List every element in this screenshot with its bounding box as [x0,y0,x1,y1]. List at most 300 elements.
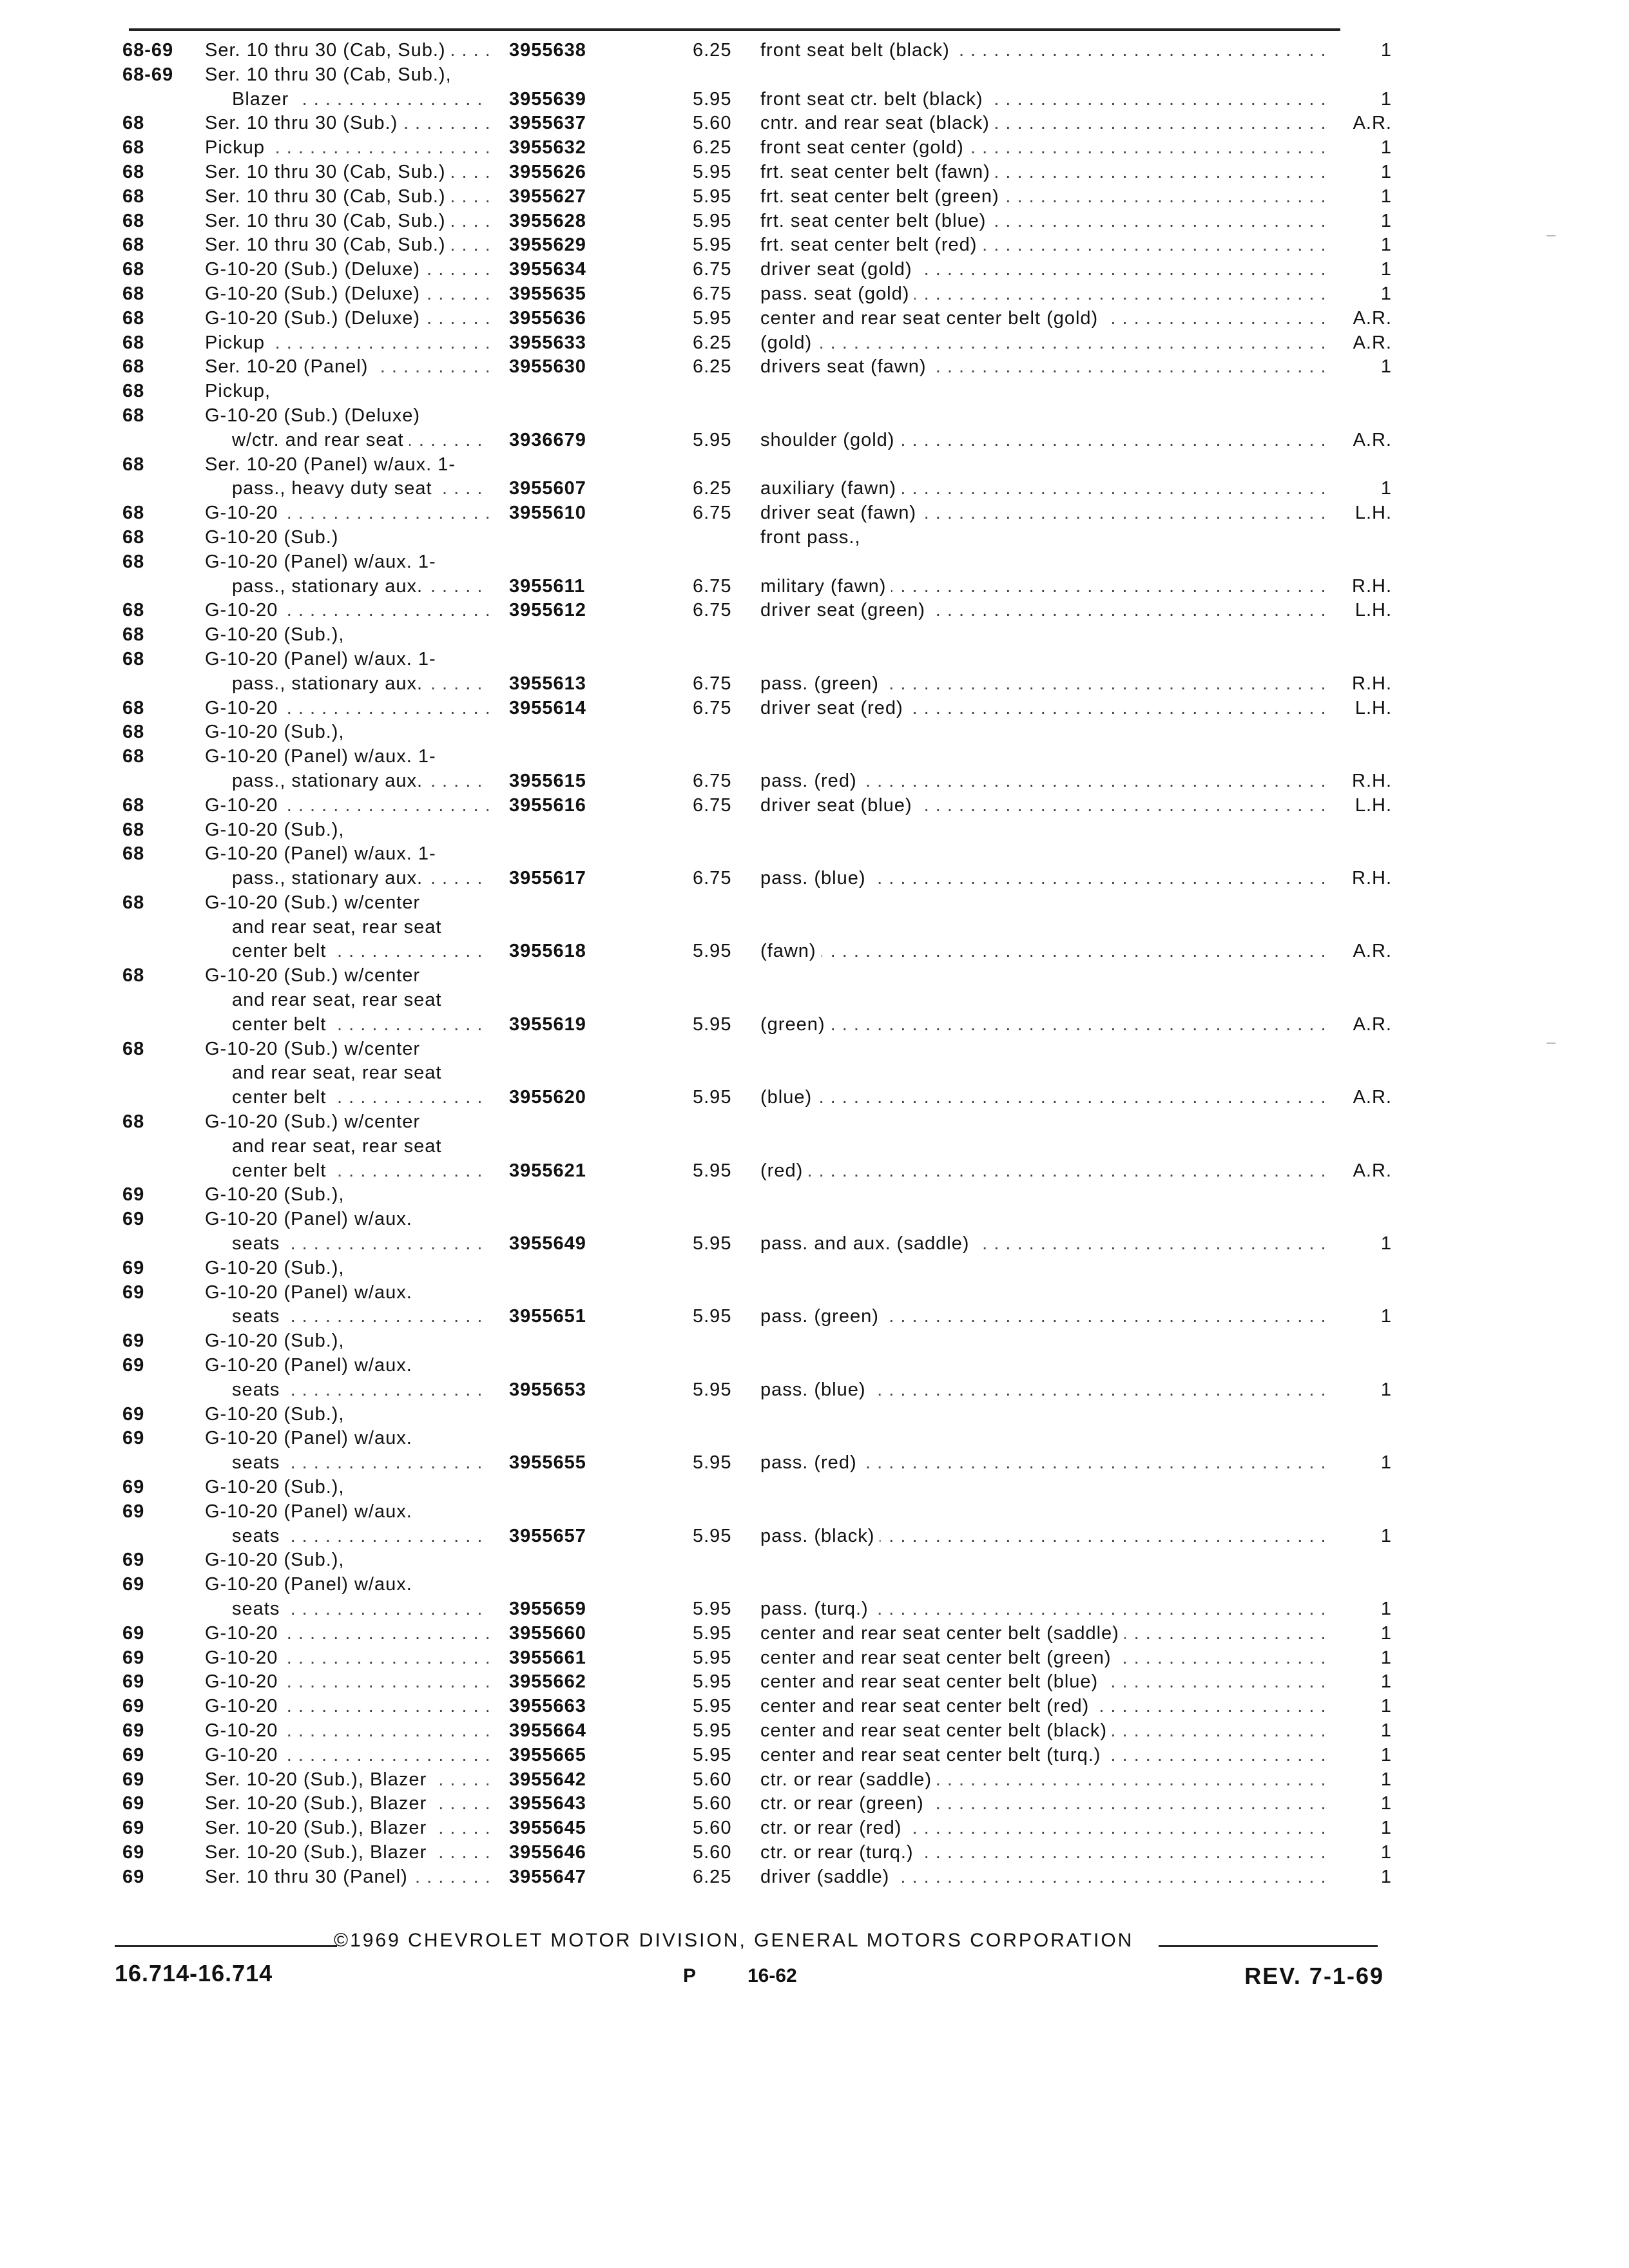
table-row [0,1524,1629,1549]
list-price: 5.95 [693,1452,732,1474]
part-number: 3955646 [509,1841,586,1863]
model-year: 68 [122,697,145,718]
table-row [0,1646,1629,1671]
part-description [760,1256,1327,1281]
part-description [760,282,1327,307]
part-description-text: ctr. or rear (green) [760,1793,929,1814]
copyright-line [115,1930,1378,1956]
table-row [0,209,1629,234]
list-price: 5.95 [693,210,732,231]
model-year: 68 [122,722,145,743]
part-description [760,331,1327,356]
list-price: 5.95 [693,1087,732,1108]
model-description-text: G-10-20 (Sub.) (Deluxe) [205,405,425,426]
model-description-text: G-10-20 (Panel) w/aux. [205,1355,418,1376]
model-description-text: center belt [232,1087,331,1108]
part-description [760,233,1327,258]
model-year: 68 [122,356,145,378]
part-number: 3955662 [509,1671,586,1693]
table-row [0,1232,1629,1256]
part-description [760,794,1327,818]
model-description-text: Ser. 10-20 (Sub.), Blazer [205,1818,432,1838]
model-description [232,1232,488,1256]
part-description [760,428,1327,453]
part-description-text: front seat center (gold) [760,137,969,158]
list-price: 6.25 [693,40,732,61]
table-row [0,1013,1629,1037]
part-number: 3955617 [509,868,586,889]
model-description-text: w/ctr. and rear seat [232,430,409,450]
part-description-text [760,746,766,767]
model-year: 69 [122,1696,145,1717]
part-description-text [760,1574,766,1595]
list-price: 5.95 [693,1599,732,1619]
model-description [205,1670,488,1695]
part-description-text [760,64,766,85]
part-description-text: driver (saddle) [760,1867,894,1887]
table-row [0,672,1629,697]
part-description [760,769,1327,794]
model-description [205,1719,488,1744]
quantity: 1 [1327,39,1392,63]
part-description-text: front pass., [760,527,865,548]
model-description-text: G-10-20 (Panel) w/aux. [205,1574,418,1595]
model-description-text: Pickup [205,332,270,353]
model-description-text: G-10-20 (Sub.), [205,1184,349,1205]
part-description [760,307,1327,331]
model-description-text: G-10-20 [205,1720,283,1741]
quantity: A.R. [1327,428,1392,453]
part-number: 3955657 [509,1525,586,1546]
model-year: 69 [122,1355,145,1376]
list-price: 5.95 [693,1525,732,1546]
scan-speck [1547,235,1556,236]
part-description [760,1500,1327,1524]
table-row [0,550,1629,575]
part-number: 3955619 [509,1014,586,1035]
part-description-text: center and rear seat center belt (saddle) [760,1623,1124,1644]
model-description [232,1135,488,1159]
model-description [205,1354,488,1378]
part-description [760,209,1327,234]
quantity: 1 [1327,1622,1392,1646]
model-year: 69 [122,1282,145,1303]
quantity: 1 [1327,258,1392,282]
part-description-text: pass. (red) [760,771,862,791]
scan-speck [1547,1043,1556,1044]
part-description [760,1037,1327,1062]
part-description-text: pass. and aux. (saddle) [760,1233,974,1254]
model-year: 69 [122,1744,145,1765]
list-price: 5.95 [693,161,732,182]
table-row [0,842,1629,867]
part-description [760,526,1327,550]
model-description-text: G-10-20 (Sub.) (Deluxe) [205,259,425,280]
list-price: 5.95 [693,1233,732,1254]
table-row [0,1768,1629,1792]
table-row [0,1403,1629,1427]
table-row [0,526,1629,550]
model-description [205,209,488,234]
part-number: 3955618 [509,941,586,962]
part-description [760,160,1327,185]
table-row [0,1110,1629,1135]
model-description [232,916,488,940]
part-description [760,136,1327,160]
part-number: 3955616 [509,794,586,816]
model-description [205,1500,488,1524]
part-description [760,1232,1327,1256]
table-row [0,501,1629,526]
model-description [205,331,488,356]
model-description-text: Ser. 10 thru 30 (Cab, Sub.) [205,235,451,255]
model-description [205,1646,488,1671]
part-description-text: (red) [760,1160,808,1181]
model-description-text: center belt [232,941,331,961]
part-description [760,964,1327,988]
table-row [0,769,1629,794]
part-description-text [760,1209,766,1229]
model-description-text: seats [232,1599,285,1619]
part-description-text [760,892,766,913]
table-row [0,185,1629,209]
model-description [205,842,488,867]
model-year: 69 [122,1209,145,1230]
model-year: 69 [122,1477,145,1498]
quantity: 1 [1327,88,1392,112]
part-description-text [760,552,766,572]
quantity: 1 [1327,1792,1392,1816]
model-description-text: Ser. 10 thru 30 (Cab, Sub.) [205,186,451,207]
model-description-text: Pickup, [205,381,276,401]
model-description [205,185,488,209]
part-description [760,1744,1327,1768]
model-description-text: center belt [232,1160,331,1181]
part-number: 3955643 [509,1793,586,1814]
part-description [760,1622,1327,1646]
quantity: 1 [1327,1451,1392,1475]
table-row [0,1695,1629,1719]
part-description-text [760,1355,766,1376]
model-year: 69 [122,1818,145,1839]
quantity: 1 [1327,1695,1392,1719]
list-price: 5.60 [693,1793,732,1814]
quantity: 1 [1327,1865,1392,1890]
part-description [760,648,1327,672]
model-description-text: and rear seat, rear seat [232,917,447,937]
list-price: 5.95 [693,1647,732,1668]
model-description [205,1281,488,1305]
model-description [205,1037,488,1062]
list-price: 6.75 [693,259,732,280]
model-year: 68 [122,235,145,256]
part-description-text: center and rear seat center belt (black) [760,1720,1112,1741]
list-price: 5.95 [693,186,732,207]
model-year: 68 [122,161,145,182]
part-description [760,1865,1327,1890]
table-row [0,1378,1629,1403]
table-row [0,964,1629,988]
table-row [0,1841,1629,1865]
quantity: 1 [1327,1841,1392,1865]
list-price: 6.25 [693,332,732,353]
model-year: 68 [122,332,145,353]
top-rule [129,28,1340,31]
quantity: A.R. [1327,111,1392,136]
table-row [0,477,1629,501]
part-description-text: center and rear seat center belt (red) [760,1696,1094,1716]
table-row [0,1427,1629,1451]
model-description-text: Ser. 10-20 (Sub.), Blazer [205,1842,432,1863]
list-price: 6.75 [693,697,732,718]
part-description [760,1135,1327,1159]
part-description [760,39,1327,63]
quantity: 1 [1327,160,1392,185]
part-description [760,745,1327,769]
model-description [205,1695,488,1719]
model-description [205,550,488,575]
model-description [232,88,488,112]
quantity: L.H. [1327,697,1392,721]
model-year: 69 [122,1403,145,1425]
table-row [0,1744,1629,1768]
part-description [760,939,1327,964]
part-description-text [760,1062,766,1083]
table-row [0,891,1629,916]
part-number: 3955664 [509,1720,586,1741]
part-description-text: driver seat (red) [760,698,909,718]
quantity: 1 [1327,233,1392,258]
quantity: 1 [1327,1719,1392,1744]
model-description-text: G-10-20 (Sub.), [205,820,349,840]
table-row [0,1281,1629,1305]
part-description-text: pass. (blue) [760,1379,871,1400]
part-description [760,1548,1327,1573]
model-description [205,1744,488,1768]
model-description [232,1013,488,1037]
part-description [760,1159,1327,1184]
model-description [232,867,488,891]
part-description-text [760,1258,766,1278]
part-description [760,355,1327,380]
model-year: 68 [122,113,145,134]
model-description-text: G-10-20 [205,795,283,816]
part-description-text: ctr. or rear (turq.) [760,1842,919,1863]
part-number: 3955620 [509,1087,586,1108]
model-description-text: G-10-20 (Sub.) w/center [205,1039,425,1059]
list-price: 5.60 [693,1841,732,1863]
model-description [232,1451,488,1475]
model-year: 69 [122,1769,145,1790]
part-description [760,1183,1327,1207]
model-description-text: G-10-20 (Sub.), [205,1258,349,1278]
part-description-text [760,624,766,645]
table-row [0,575,1629,599]
part-number: 3955636 [509,307,586,329]
model-year: 69 [122,1257,145,1278]
list-price: 5.95 [693,1720,732,1741]
table-row [0,331,1629,356]
part-description-text: pass. (green) [760,673,884,694]
list-price: 5.95 [693,1014,732,1035]
part-description-text: frt. seat center belt (blue) [760,211,991,231]
quantity: 1 [1327,209,1392,234]
model-year: 68 [122,526,145,548]
quantity: 1 [1327,1378,1392,1403]
part-number: 3955635 [509,283,586,304]
part-description-text [760,820,766,840]
part-number: 3955653 [509,1379,586,1400]
model-description-text: G-10-20 (Sub.), [205,1550,349,1570]
part-description [760,1110,1327,1135]
part-description [760,1061,1327,1086]
model-description-text: G-10-20 (Sub.), [205,624,349,645]
model-description [205,648,488,672]
quantity: 1 [1327,1232,1392,1256]
model-description [205,1792,488,1816]
model-description-text: Ser. 10-20 (Panel) [205,356,373,377]
quantity: L.H. [1327,599,1392,623]
footer-rule-right [1159,1945,1378,1947]
model-description-text: Ser. 10 thru 30 (Cab, Sub.) [205,211,451,231]
model-year: 68 [122,307,145,329]
model-year: 68 [122,503,145,524]
part-description [760,1207,1327,1232]
model-year: 68 [122,259,145,280]
list-price: 5.95 [693,1622,732,1644]
part-description-text: center and rear seat center belt (gold) [760,308,1103,329]
table-row [0,1135,1629,1159]
table-row [0,355,1629,380]
table-row [0,745,1629,769]
part-number: 3955612 [509,600,586,621]
part-description [760,867,1327,891]
part-number: 3955634 [509,259,586,280]
table-row [0,258,1629,282]
table-row [0,1305,1629,1329]
part-description-text: military (fawn) [760,576,891,597]
model-description-text: G-10-20 (Panel) w/aux. [205,1501,418,1522]
quantity: L.H. [1327,501,1392,526]
model-description [205,964,488,988]
part-description [760,258,1327,282]
table-row [0,1719,1629,1744]
list-price: 6.25 [693,356,732,378]
model-year: 68 [122,624,145,646]
part-description-text [760,1136,766,1157]
part-number: 3955630 [509,356,586,378]
model-description-text: Ser. 10-20 (Sub.), Blazer [205,1769,432,1790]
list-price: 6.75 [693,283,732,304]
part-description-text: pass. (blue) [760,868,871,889]
model-description-text: and rear seat, rear seat [232,990,447,1010]
model-description [205,1768,488,1792]
list-price: 5.95 [693,307,732,329]
list-price: 6.75 [693,770,732,791]
model-description [205,1329,488,1354]
table-row [0,697,1629,721]
model-year: 68 [122,600,145,621]
model-year: 69 [122,1866,145,1887]
part-description-text: driver seat (gold) [760,259,918,280]
model-year: 68 [122,551,145,572]
part-description [760,1475,1327,1500]
model-year: 68 [122,405,145,426]
model-description-text: Ser. 10 thru 30 (Cab, Sub.), [205,64,457,85]
list-price: 5.95 [693,1160,732,1181]
list-price: 6.75 [693,575,732,597]
model-description-text: G-10-20 (Sub.) w/center [205,1111,425,1132]
part-description [760,185,1327,209]
part-description [760,1816,1327,1841]
model-description [205,1548,488,1573]
model-description [232,672,488,697]
part-description-text [760,649,766,669]
model-year: 68-69 [122,64,174,85]
part-description-text [760,722,766,742]
model-description-text: G-10-20 [205,1648,283,1668]
part-description [760,1573,1327,1597]
part-description-text: drivers seat (fawn) [760,356,932,377]
part-description [760,891,1327,916]
part-description [760,453,1327,477]
model-description [232,988,488,1013]
list-price: 5.95 [693,1671,732,1693]
part-description [760,1329,1327,1354]
table-row [0,282,1629,307]
part-description-text: (green) [760,1014,831,1035]
table-row [0,988,1629,1013]
part-description-text: pass. (black) [760,1526,880,1546]
model-description-text: G-10-20 (Sub.), [205,1477,349,1497]
part-description-text: center and rear seat center belt (blue) [760,1671,1103,1692]
table-row [0,1354,1629,1378]
quantity: 1 [1327,1816,1392,1841]
table-row [0,63,1629,88]
part-description-text [760,1428,766,1448]
group-number-range: 16.714-16.714 [115,1960,273,1986]
quantity: 1 [1327,282,1392,307]
part-description-text: pass. (turq.) [760,1599,874,1619]
part-description [760,1086,1327,1110]
table-row [0,233,1629,258]
footer-rule-left [115,1945,337,1947]
model-year: 69 [122,1720,145,1741]
part-number: 3955651 [509,1306,586,1327]
model-description-text: Pickup [205,137,270,158]
part-description [760,63,1327,88]
quantity: 1 [1327,185,1392,209]
part-description-text [760,1184,766,1205]
part-description [760,623,1327,648]
part-description-text [760,1111,766,1132]
model-description-text: Ser. 10 thru 30 (Sub.) [205,113,403,133]
table-row [0,1622,1629,1646]
list-price: 5.95 [693,941,732,962]
part-description [760,550,1327,575]
part-description [760,1670,1327,1695]
part-number: 3955621 [509,1160,586,1181]
part-description [760,1841,1327,1865]
model-year: 68 [122,746,145,767]
part-description-text: frt. seat center belt (green) [760,186,1005,207]
model-description-text: G-10-20 (Panel) w/aux. 1- [205,746,441,767]
table-row [0,623,1629,648]
model-description-text: G-10-20 (Panel) w/aux. [205,1209,418,1229]
part-number: 3955642 [509,1769,586,1790]
list-price: 5.60 [693,113,732,134]
part-description-text [760,381,766,401]
